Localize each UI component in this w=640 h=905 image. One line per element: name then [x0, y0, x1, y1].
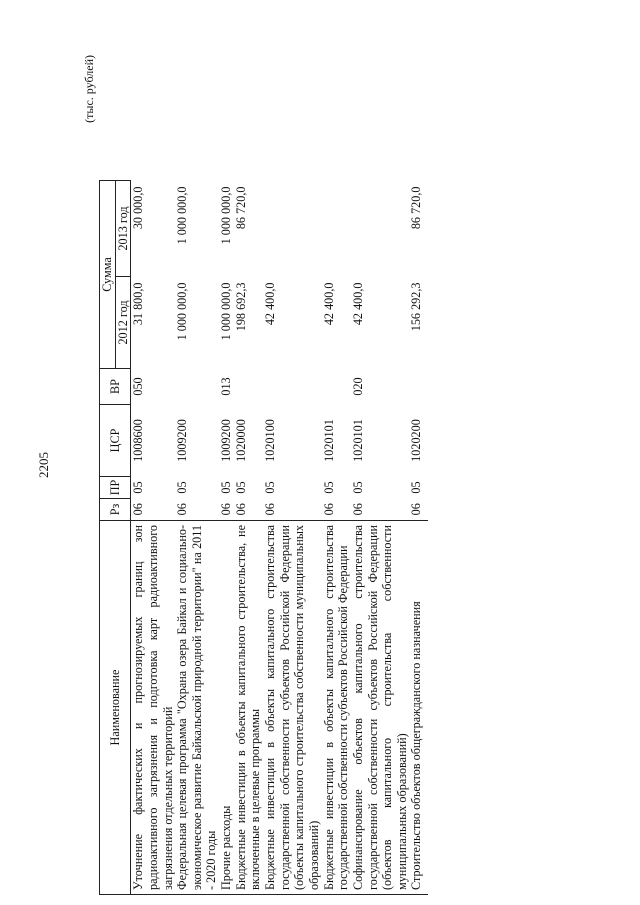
header-sum: Сумма	[100, 181, 116, 369]
row-2012: 42 400,0	[321, 282, 336, 326]
budget-table	[99, 180, 428, 895]
row-2013: 86 720,0	[233, 186, 248, 230]
table-row	[175, 181, 219, 895]
row-2013	[322, 181, 351, 277]
row-csr: 1020100	[263, 419, 278, 462]
row-vr	[234, 369, 263, 405]
row-vr	[409, 369, 428, 405]
row-name: Бюджетные инвестиции в объекты капитального строительства государственной собственности субъектов Российской Федерации	[322, 521, 351, 895]
table-row	[219, 181, 234, 895]
header-rz: Рз	[100, 499, 131, 521]
row-name: Софинансирование объектов капитального строительства государственной собственности субъектов Российской Федерации (объектов капитального строительства собственности муниципальных образований)	[351, 521, 410, 895]
row-2013: 30 000,0	[131, 186, 146, 230]
row-csr: 1020000	[233, 419, 248, 462]
row-csr: 1009200	[175, 419, 190, 462]
row-name: Строительство объектов общегражданского назначения	[409, 521, 428, 895]
header-csr: ЦСР	[100, 405, 131, 477]
units-label: (тыс. рублей)	[82, 55, 96, 123]
row-2012: 156 292,3	[409, 282, 424, 332]
row-2013: 1 000 000,0	[219, 186, 234, 245]
row-rz: 06	[131, 503, 146, 516]
page-number: 2205	[36, 452, 51, 478]
header-vr: ВР	[100, 369, 131, 405]
row-vr: 013	[219, 377, 234, 396]
row-rz: 06	[263, 503, 278, 516]
row-vr	[263, 369, 322, 405]
row-rz: 06	[219, 503, 234, 516]
row-pr: 05	[409, 481, 424, 494]
row-2012: 42 400,0	[263, 282, 278, 326]
row-vr	[322, 369, 351, 405]
row-2012: 42 400,0	[350, 282, 365, 326]
row-2013: 1 000 000,0	[175, 186, 190, 245]
row-name: Уточнение фактических и прогнозируемых границ зон радиоактивного загрязнения и подготовка карт радиоактивного загрязнения отдельных территорий	[131, 521, 175, 895]
table-row	[234, 181, 263, 895]
row-name: Прочие расходы	[219, 521, 234, 895]
row-vr: 050	[131, 377, 146, 396]
row-pr: 05	[219, 481, 234, 494]
row-2013	[351, 181, 410, 277]
row-csr: 1020101	[350, 419, 365, 462]
row-pr: 05	[263, 481, 278, 494]
row-2012: 31 800,0	[131, 282, 146, 326]
row-name: Бюджетные инвестиции в объекты капитального строительства государственной собственности субъектов Российской Федерации (объекты капитального строительства собственности муниципальных образований)	[263, 521, 322, 895]
row-rz: 06	[233, 503, 248, 516]
row-rz: 06	[409, 503, 424, 516]
row-csr: 1008600	[131, 419, 146, 462]
table-row	[351, 181, 410, 895]
table-row	[131, 181, 175, 895]
table-row	[263, 181, 322, 895]
row-2012: 198 692,3	[233, 282, 248, 332]
row-pr: 05	[321, 481, 336, 494]
row-pr: 05	[131, 481, 146, 494]
table-row	[322, 181, 351, 895]
header-name: Наименование	[100, 521, 131, 895]
table-row	[409, 181, 428, 895]
row-2013	[263, 181, 322, 277]
row-name: Бюджетные инвестиции в объекты капитального строительства, не включенные в целевые программы	[234, 521, 263, 895]
rotated-page-content	[82, 45, 540, 895]
header-pr: ПР	[100, 477, 131, 499]
row-rz: 06	[321, 503, 336, 516]
row-2013: 86 720,0	[409, 186, 424, 230]
row-rz: 06	[350, 503, 365, 516]
row-pr: 05	[175, 481, 190, 494]
row-name: Федеральная целевая программа "Охрана озера Байкал и социально-экономическое развитие Байкальской природной территории" на 2011 - 2020 годы	[175, 521, 219, 895]
row-2012: 1 000 000,0	[175, 282, 190, 341]
row-csr: 1020200	[409, 419, 424, 462]
row-pr: 05	[233, 481, 248, 494]
row-csr: 1020101	[321, 419, 336, 462]
row-2012: 1 000 000,0	[219, 282, 234, 341]
row-pr: 05	[350, 481, 365, 494]
row-rz: 06	[175, 503, 190, 516]
row-vr: 020	[350, 377, 365, 396]
row-csr: 1009200	[219, 419, 234, 462]
header-2013: 2013 год	[115, 181, 131, 277]
header-2012: 2012 год	[115, 277, 131, 369]
row-vr	[175, 369, 219, 405]
